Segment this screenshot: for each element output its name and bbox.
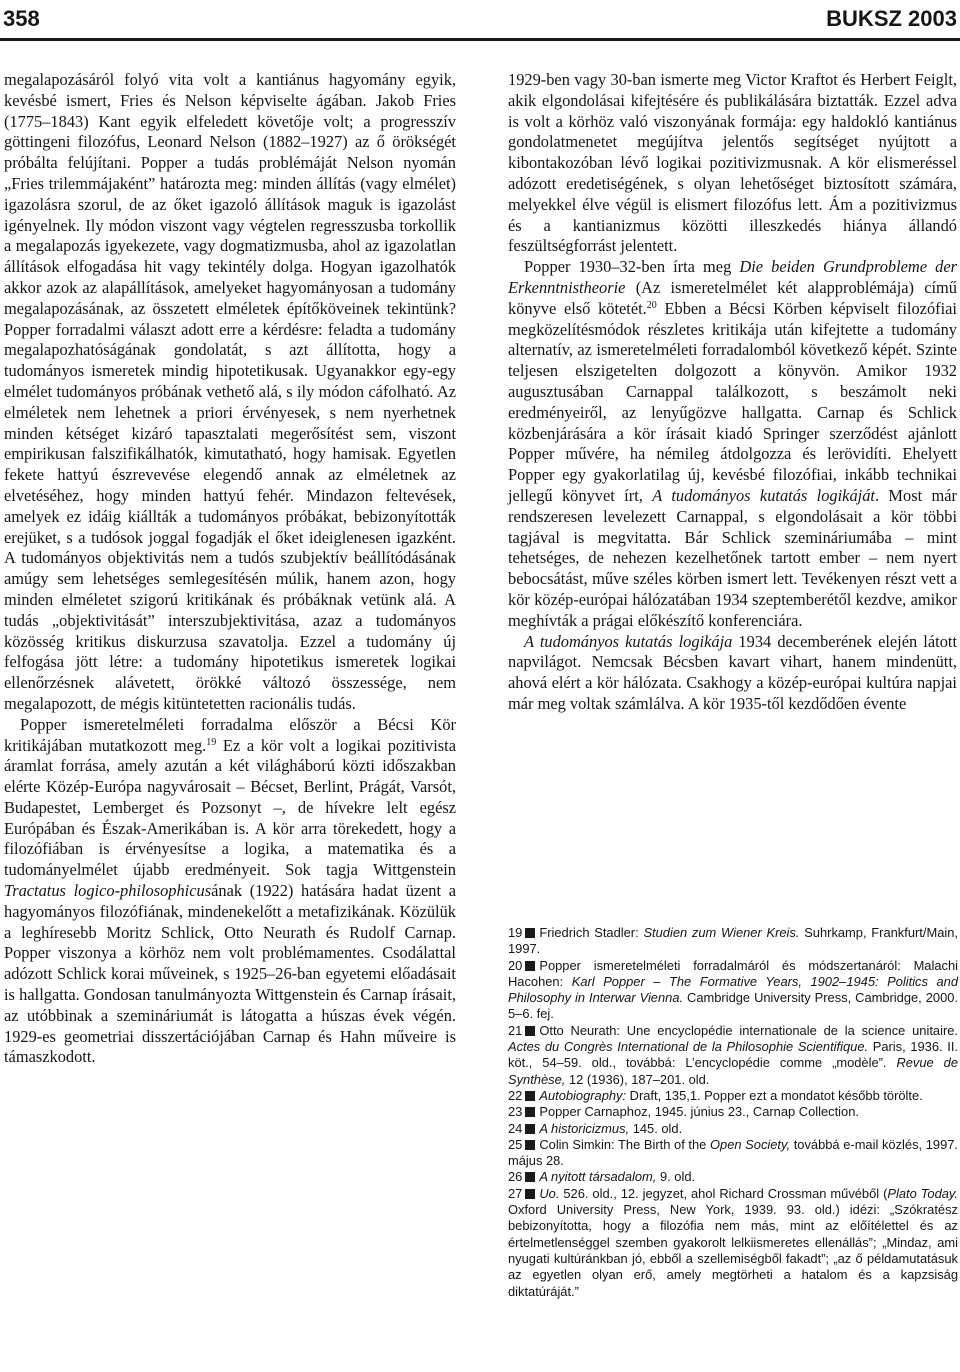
work-title: Tractatus logico-philosophicus bbox=[4, 881, 212, 901]
work-title: A tudományos kutatás logikáját bbox=[652, 485, 875, 505]
footnote-ref-19[interactable]: 19 bbox=[206, 736, 217, 748]
footnote-italic-text: A historicizmus, bbox=[539, 1120, 630, 1136]
footnote-number: 24 bbox=[508, 1120, 523, 1136]
footnote-text: Friedrich Stadler: bbox=[539, 925, 644, 940]
footnote-square-icon bbox=[525, 1026, 535, 1036]
body-text: megalapozásáról folyó vita volt a kantiánus hagyomány egyik, kevésbé ismert, Fries és Nelson képviselte ágában. Jakob Fries (1775–1843) Kant egyik elfeledett követője volt; a progresszív göttingeni filozófus, Leonard Nelson (1882–1927) az ő örökségét próbálta felújítani. Popper a tudás problémáját Nelson nyomán „Fries trilemmájaként” határozta meg: minden állítás (vagy elmélet) igazolásra szorul, de az őket igazoló állítások maguk is igazolást igényelnek. Ily módon viszont vagy végtelen regresszusba torkollik a megalapozás igyekezete, vagy dogmatizmusba, ahol az igazolatlan állítások elfogadása hit vagy tekintély dolga. Hogyan igazolhatók akkor azok az alapállítások, amelyeket hagyományosan a tudomány megalapozásának, az összetett elméletek építőköveinek tekintünk? Popper forradalmi választ adott erre a kérdésre: feladta a tudomány megalapozhatóságának gondolatát, s azt állította, hogy a tudományos ismeretek mindig hipotetikusak. Ugyanakkor egy-egy elmélet tudományos próbának vethető alá, s ily módon cáfolható. Az elméletek nem lehetnek a priori érvényesek, s nem nyerhetnek minden kétséget kizáró tapasztalati megerősítést sem, viszont empirikusan falszifikálhatók, kimutatható, hogy hamisak. Egyetlen fekete hattyú észrevevése elegendő annak az elméletnek az elvetéséhez, hogy minden hattyú fehér. Mindazon feltevések, amelyek ez idáig kiállták a tudományos próbákat, bebizonyították erejüket, s a tudósok joggal fogadják el őket ideiglenesen igazként. A tudományos objektivitás nem a tudós szubjektív beállítódásának amúgy sem lehetséges semlegesítésén múlik, hanem azon, hogy minden elméletet szigorú kritikának és próbáknak vetünk alá. A tudás „objektivitását” interszubjektivitása, azaz a tudományos közösség kritikus diskurzusa szavatolja. Ezzel a tudomány új felfogása jött létre: a tudomány hipotetikus ismeretek logikai ellenőrzésnek alávetett, örökké változó összessége, nem megalapozott, de mégis kitüntetetten racionális tudás. bbox=[4, 70, 456, 713]
body-text: ának (1922) hatására hadat üzent a hagyományos filozófiának, mindenekelőtt a metafizikának. Közülük a leghíresebb Moritz Schlick, Otto Neurath és Rudolf Carnap. Popper viszonya a körhöz nem volt problémamentes. Csodálattal adózott Schlick korai műveinek, s 1925–26-ban egyetemi előadásait is hallgatta. Gondosan tanulmányozta Wittgenstein és Carnap írásait, az utóbbinak a szemináriumát is látogatta a húszas évek végén. 1929-es geometriai disszertációjában Carnap és Hahn műveire is támaszkodott. bbox=[4, 881, 456, 1067]
footnote-number: 27 bbox=[508, 1185, 523, 1201]
body-text: (Az ismeretelmélet két alapproblémája) című könyve első kötetét. bbox=[508, 277, 957, 318]
right-paragraph-2 bbox=[508, 257, 957, 631]
footnote-italic-text: Studien zum Wiener Kreis. bbox=[643, 925, 800, 940]
footnote-square-icon bbox=[525, 1091, 535, 1101]
footnote-italic-text: Open Society, bbox=[710, 1136, 791, 1152]
footnote-21 bbox=[508, 1023, 958, 1088]
footnote-italic-text: Plato Today. bbox=[887, 1185, 958, 1201]
work-title: Die beiden Grundprobleme der Erkenntnistheorie bbox=[508, 257, 957, 297]
header-rule bbox=[0, 38, 960, 41]
body-text: Popper ismeretelméleti forradalma először a Bécsi Kör kritikájában mutatkozott meg. bbox=[4, 714, 456, 755]
footnote-text: Colin Simkin: The Birth of the bbox=[539, 1136, 710, 1152]
footnote-text: 145. old. bbox=[629, 1120, 683, 1136]
footnote-ref-20[interactable]: 20 bbox=[646, 299, 657, 311]
footnote-italic-text: Autobiography: bbox=[539, 1087, 627, 1103]
footnote-number: 23 bbox=[508, 1104, 523, 1120]
footnote-text: Popper Carnaphoz, 1945. június 23., Carnap Collection. bbox=[539, 1104, 859, 1120]
footnote-20 bbox=[508, 958, 958, 1023]
footnote-19 bbox=[508, 925, 958, 958]
right-paragraph-1 bbox=[508, 70, 957, 257]
footnote-italic-text: Revue de Synthèse, bbox=[508, 1055, 958, 1087]
footnote-text: Draft, 135,1. Popper ezt a mondatot később törölte. bbox=[626, 1087, 923, 1103]
left-paragraph-1 bbox=[4, 70, 456, 715]
footnote-22 bbox=[508, 1088, 958, 1104]
footnote-text: Popper ismeretelméleti forradalmáról és módszertanáról: Malachi Hacohen: bbox=[508, 957, 958, 989]
body-text: Ebben a Bécsi Körben képviselt filozófiai megközelítésmódok részletes kritikája után kifejtette a tudomány alternatív, az ismeretelméleti forradalomból következő képét. Szinte teljesen elszigetelten dolgozott a könyvön. Amikor 1932 augusztusában Carnappal találkozott, s beszámolt neki eredményeiről, az lenyűgözve hallgatta. Carnap és Schlick közbenjárására a kör írásait kiadó Springer szerződést ajánlott Popper művére, ha némileg átdolgozza és lerövidíti. Ehelyett Popper egy gyakorlatilag új, kevésbé filozófiai, inkább technikai jellegű könyvet írt, bbox=[508, 298, 957, 505]
journal-title: BUKSZ 2003 bbox=[826, 6, 957, 31]
body-text: 1929-ben vagy 30-ban ismerte meg Victor Kraftot és Herbert Feiglt, akik elgondolásai kifejtésére és publikálására biztatták. Ezzel adva is volt a körhöz való viszonyának formája: egy haldokló kantiánus gondolatmenetet megújítva jelentős segítséget nyújtott a kibontakozóban lévő logikai pozitivizmusnak. A kör elismeréssel adózott eredetiségének, s olyan lehetőséget biztosított számára, melyekkel élve végül is elismert filozófus lett. Ám a pozitivizmus és a kantianizmus közötti illeszkedés hiánya állandó feszültségforrást jelentett. bbox=[508, 70, 957, 256]
left-column bbox=[4, 70, 456, 1068]
footnote-text: 526. old., 12. jegyzet, ahol Richard Crossman művéből ( bbox=[559, 1185, 888, 1201]
left-paragraph-2 bbox=[4, 715, 456, 1069]
footnote-text: Paris, 1936. II. köt., 54–59. old., továbbá: L’encyclopédie comme „modèle”. bbox=[508, 1039, 958, 1071]
footnote-square-icon bbox=[525, 1124, 535, 1134]
footnote-number: 20 bbox=[508, 957, 523, 973]
footnote-25 bbox=[508, 1137, 958, 1170]
footnote-text: Cambridge University Press, Cambridge, 2000. 5–6. fej. bbox=[508, 990, 958, 1022]
footnote-text: 12 (1936), 187–201. old. bbox=[565, 1071, 710, 1087]
footnote-text: Suhrkamp, Frankfurt/Main, 1997. bbox=[508, 925, 958, 957]
footnote-24 bbox=[508, 1121, 958, 1137]
footnote-italic-text: Karl Popper – The Formative Years, 1902–1945: Politics and Philosophy in Interwar Vienna. bbox=[508, 973, 958, 1006]
footnote-italic-text: A nyitott társadalom, bbox=[539, 1169, 657, 1185]
running-header bbox=[0, 4, 960, 34]
footnote-number: 21 bbox=[508, 1022, 523, 1038]
footnote-square-icon bbox=[525, 1107, 535, 1117]
footnote-square-icon bbox=[525, 928, 535, 938]
page-number: 358 bbox=[3, 6, 40, 31]
footnote-27 bbox=[508, 1186, 958, 1300]
footnote-italic-text: Uo. bbox=[539, 1185, 560, 1201]
footnote-text: Otto Neurath: Une encyclopédie internationale de la science unitaire. bbox=[539, 1022, 958, 1038]
footnote-number: 25 bbox=[508, 1136, 523, 1152]
footnote-number: 26 bbox=[508, 1169, 523, 1185]
footnote-number: 19 bbox=[508, 925, 523, 940]
footnotes bbox=[508, 925, 958, 1300]
footnote-square-icon bbox=[525, 1172, 535, 1182]
footnote-number: 22 bbox=[508, 1087, 523, 1103]
footnote-23 bbox=[508, 1104, 958, 1120]
footnote-26 bbox=[508, 1169, 958, 1185]
footnote-text: 9. old. bbox=[656, 1169, 696, 1185]
right-column bbox=[508, 70, 957, 715]
body-text: . Most már rendszeresen levelezett Carnappal, s elgondolásait a kör többi tagjával is megvitatta. Bár Schlick szemináriumába – mint tehetséges, de nehezen kezelhetőnek tartott ember – nem nyert bebocsátást, műve széles körben ismert lett. Tevékenyen részt vett a kör közép-európai hálózatában 1934 szeptemberétől kezdve, amikor meghívták a prágai előkészítő konferenciára. bbox=[508, 485, 958, 630]
body-text: Ez a kör volt a logikai pozitivista áramlat forrása, amely azután a két világháború közti időszakban elérte Közép-Európa nagyvárosait – Bécset, Berlint, Prágát, Varsót, Budapestet, Lemberget és Pozsonyt –, de hívekre lelt egész Európában és Észak-Amerikában is. A kör arra törekedett, hogy a filozófiában is érvényesítse a logika, a matematika és a tudományelmélet újabb eredményeit. Sok tagja Wittgenstein bbox=[4, 735, 456, 880]
right-paragraph-3 bbox=[508, 632, 957, 715]
footnote-square-icon bbox=[525, 1189, 535, 1199]
footnote-square-icon bbox=[525, 1140, 535, 1150]
footnote-text: Oxford University Press, New York, 1939. 93. old.) idézi: „Szókratész bebizonyította, hogy a filozófia nem más, mint az előítélettel és az értelmetlenséggel szemben gyakorolt lelkiismeretes ellenállás”; „Mindaz, ami nyugati kultúránkban jó, ebből a szellemiségből fakadt”; „az ő példamutatásuk az egyetlen olyan erő, amely megtörheti a hatalom és a kapzsiság diktatúráját.” bbox=[508, 1202, 958, 1299]
work-title: A tudományos kutatás logikája bbox=[524, 631, 733, 651]
footnote-square-icon bbox=[525, 961, 535, 971]
body-text: Popper 1930–32-ben írta meg bbox=[524, 257, 740, 277]
footnote-text: továbbá e-mail közlés, 1997. május 28. bbox=[508, 1136, 958, 1169]
footnote-italic-text: Actes du Congrès International de la Philosophie Scientifique. bbox=[508, 1039, 869, 1055]
body-text: 1934 decemberének elején látott napvilágot. Nemcsak Bécsben kavart vihart, hanem mindenütt, ahová elért a kör hálózata. Csakhogy a közép-európai kultúra napjai már meg voltak számlálva. A kör 1935-től kezdődően évente bbox=[508, 631, 957, 713]
